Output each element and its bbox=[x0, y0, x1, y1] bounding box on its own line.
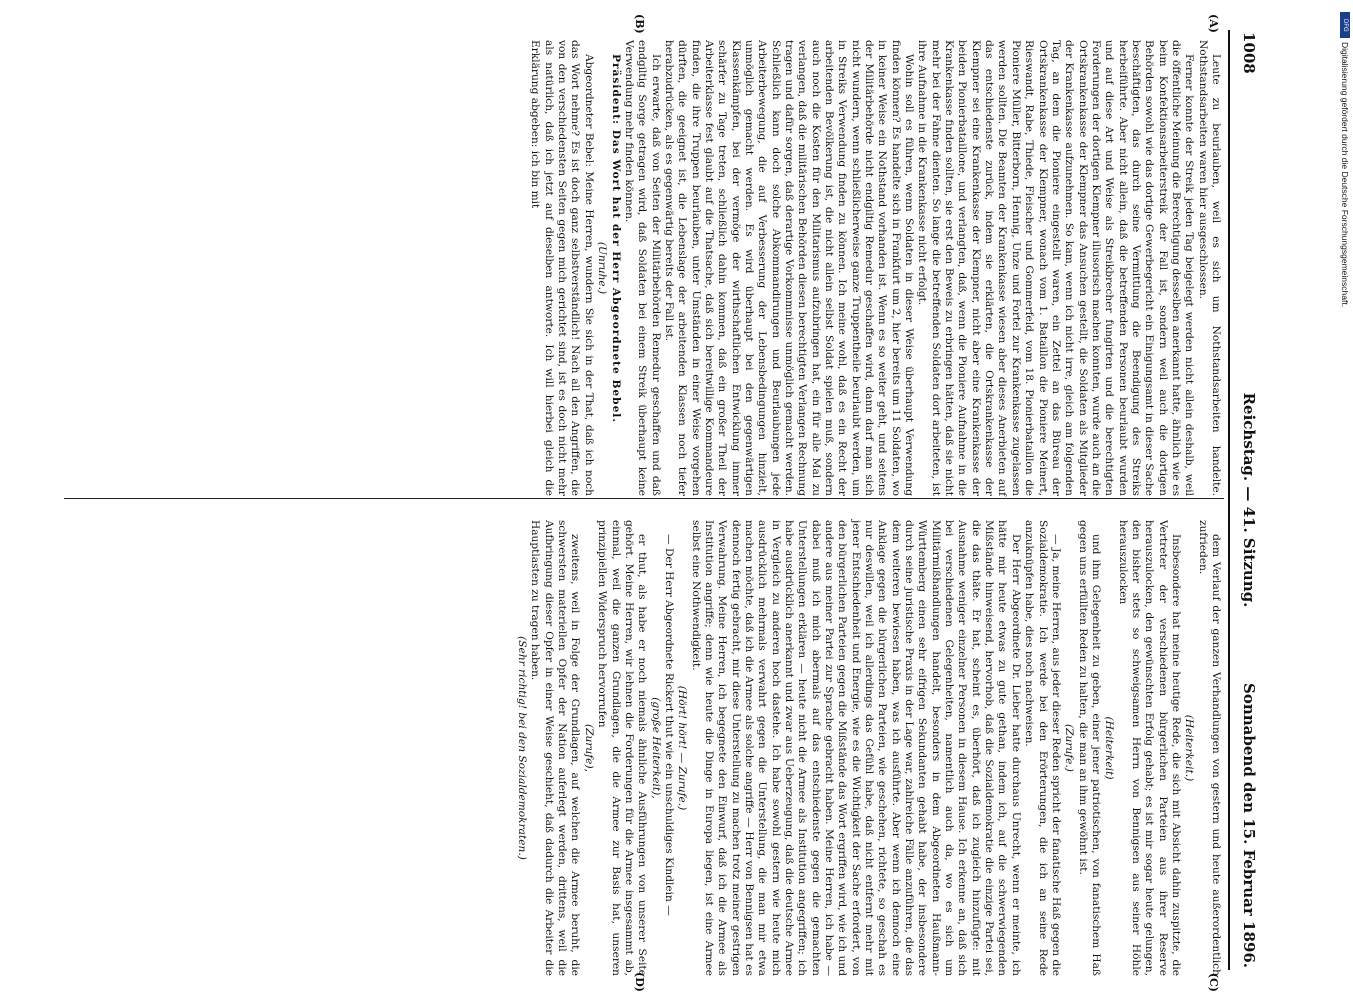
paragraph: — Ja, meine Herren, aus jeder dieser Reden spricht der fanatische Haß gegen die Sozialdemokratie. Ich werde bei den Erörterungen, die ich an seine Rede anzuknüpfen habe, dies noch nachweisen. bbox=[1023, 520, 1062, 976]
paragraph: Abgeordneter Bebel: Meine Herren, wundern Sie sich in der That, daß ich noch das Wort nehme? Es ist doch ganz selbstverständlich! Nach all den Angriffen, die von den verschiedensten Seiten gegen mich gerichtet sind, ist es doch nicht mehr als natürlich, daß ich jetzt auf dieselben antworte. Ich will hierbei gleich die Erklärung abgeben: ich bin mit bbox=[529, 40, 595, 496]
interjection: (große Heiterkeit), bbox=[649, 697, 662, 799]
page-header bbox=[1232, 32, 1258, 968]
left-column bbox=[528, 40, 1222, 496]
interjection: (Unruhe.) bbox=[596, 241, 609, 295]
digitization-note bbox=[1340, 6, 1350, 996]
paragraph: Ferner konnte der Streik jeden Tag beigelegt werden nicht allein deshalb, weil die öffentliche Meinung die Berechtigung desselben anerkannt hatte, ähnlich wie es beim Konfektionsarbeiterstreik der Fall ist, sondern weil auch die dortigen Behörden sowohl wie das dortige Gewerbegericht ein Einigungsamt in dieser Sache beschäftigten, das durch seine Vermittlung die Beendigung des Streiks herbeiführte. Aber nicht allein, daß die betreffenden Personen beurlaubt wurden und auf diese Art und Weise als Streikbrecher fungirten und die berechtigten Forderungen der dortigen Klempner illusorisch machen konnten, wurde auch an die Ortskrankenkasse der Klempner das Ansuchen gestellt, die Soldaten als Mitglieder der Krankenkasse aufzunehmen. So kam, wenn ich nicht irre, gleich am folgenden Tag, an dem die Pioniere eingestellt waren, ein Zettel an das Büreau der Ortskrankenkasse der Klempner, wonach vom 1. Bataillon die Pioniere Meinert, Rieswandt, Rabe, Thiede, Fleischer und Gommerfeld, vom 18. Pionierbataillon die Pioniere Müller, Bitterborn, Hennig, Unze und Fortel zur Krankenkasse zugelassen werden sollten. Die Beamten der Krankenkasse wiesen aber dieses Anerbieten auf das entschiedenste zurück, indem sie erklärten, die Ortskrankenkasse der Klempner sei eine Krankenkasse der Klempner, nicht aber eine Krankenkasse der beiden Pionierbataillone, und verlangten, daß, wenn die Pioniere Aufnahme in die Krankenkasse finden sollten, sie erst den Beweis zu erbringen hätten, daß sie nicht mehr bei der Fahne dienten. So lange die betreffenden Soldaten dort arbeiteten, ist ihre Aufnahme in die Krankenkasse nicht erfolgt. bbox=[916, 40, 1196, 496]
margin-marker-c: (C) bbox=[1207, 972, 1220, 992]
digitization-credit: Digitalisierung gefördert durch die Deutsche Forschungsgemeinschaft. bbox=[1340, 42, 1350, 308]
margin-marker-d: (D) bbox=[633, 972, 646, 992]
rotated-newspaper-page bbox=[46, 0, 1266, 1000]
paragraph: dem Verlauf der ganzen Verhandlungen von gestern und heute außerordentlich zufrieden. bbox=[1196, 520, 1222, 976]
session-title: Reichstag. — 41. Sitzung. bbox=[1240, 392, 1258, 608]
paragraph: — Der Herr Abgeordnete Rickert thut wie ein unschuldiges Kindlein — bbox=[662, 534, 675, 916]
right-column bbox=[515, 520, 1222, 976]
session-date: Sonnabend den 15. Februar 1896. bbox=[1240, 683, 1258, 968]
speaker-line: Präsident: Das Wort hat der Herr Abgeordnete Bebel. bbox=[609, 54, 622, 424]
interjection: (Sehr richtig! bei den Sozialdemokraten.) bbox=[516, 636, 529, 860]
margin-marker-a: (A) bbox=[1207, 14, 1220, 33]
interjection: (Zurufe.) bbox=[1063, 724, 1076, 772]
header-rule bbox=[1228, 30, 1230, 970]
interjection: (Heiterkeit) bbox=[1103, 716, 1116, 780]
paragraph: und ihm Gelegenheit zu geben, einer jener patriotischen, von fanatischem Haß gegen uns erfüllten Reden zu halten, die man an ihm gewöhnt ist. bbox=[1076, 520, 1102, 976]
interjection: (Zurufe), bbox=[582, 724, 595, 772]
paragraph: Ich erwarte, daß von Seiten der Militärbehörden Remedur geschaffen und daß endgiltig Sorge getragen wird, daß Soldaten bei einem Streik überhaupt keine Verwendung mehr finden können. bbox=[622, 40, 662, 496]
page-number: 1008 bbox=[1240, 32, 1258, 74]
dfg-logo: DFG bbox=[1340, 12, 1350, 38]
margin-marker-b: (B) bbox=[633, 14, 646, 34]
paragraph: Leute zu beurlauben, weil es sich um Nothstandsarbeiten handelte. Nothstandsarbeiten waren hier ausgeschlossen. bbox=[1196, 40, 1222, 496]
paragraph: Der Herr Abgeordnete Dr. Lieber hatte durchaus Unrecht, wenn er meinte, ich hätte mir heute etwas zu gute gethan, indem ich, auf die schwerwiegenden Mißstände hinweisend, hervorhob, daß die Sozialdemokratie die einzige Partei sei, die das thäte. Er hat, scheint es, überhört, daß ich zugleich hinzufügte: mit Ausnahme weniger einzelner Personen in diesem Hause. Ich erkenne an, daß sich bei verschiedenen Gelegenheiten, namentlich auch da, wo es sich um Militärmißhandlungen handelt, besonders in dem Abgeordneten Haußmann-Württemberg einen sehr eifrigen Sekundanten gehabt habe, der insbesondere durch seine juristische Praxis in der Lage war, zahlreiche Fälle anzuführen, die das dem weiteren bewiesen haben, was ich ausführte. Aber wenn ich dennoch eine Anklage gegen die bürgerlichen Parteien, wie geschehen, richtete, so geschah es nur deswillen, weil ich allerdings das Gefühl habe, daß nicht entfernt mehr mit jener Entschiedenheit und Energie, wie es die Wichtigkeit der Sache erfordert, von den bürgerlichen Parteien gegen die Mißstände das Wort ergriffen wird, wie ich und andere aus meiner Partei zur Sprache gebracht haben. Meine Herren, ich habe — dabei muß ich mich abermals auf das entschiedenste gegen die gemachten Unterstellungen erklären — heute nicht die Armee als Institution angegriffen; ich habe ausdrücklich anerkannt und zwar aus Ueberzeugung, daß die deutsche Armee in Vergleich zu anderen hoch dastehe. Ich habe sowohl gestern wie heute mich ausdrücklich mehrmals verwahrt gegen die Unterstellung, die man mir etwa machen möchte, daß ich die Armee als solche angriffe — Herr von Bennigsen hat es dennoch fertig gebracht, mir diese Unterstellung zu machen trotz meiner gestrigen Verwahrung. Meine Herren, ich begegnete den Einwurf, daß ich die Armee als Institution angriffe; denn wie heute die Dinge in Europa liegen, ist eine Armee selbst eine Nothwendigkeit. bbox=[689, 520, 1022, 976]
column-divider bbox=[64, 498, 1224, 499]
interjection: (Hört! hört! — Zurufe.) bbox=[676, 685, 689, 811]
paragraph: er thut, als habe er noch niemals ähnliche Ausführungen von unserer Seite gehört. Meine Herren, wir lehnen die Forderungen für die Armee insgesammt ab, einmal, weil die ganzen Grundlagen, die die Armee zur Basis hat, unseren prinzipiellen Widerspruch hervorrufen bbox=[596, 520, 649, 976]
paragraph: Wohin soll es führen, wenn Soldaten in dieser Weise überhaupt Verwendung finden können? Es handelte sich in Frankfurt um 2, hier bereits um 11 Soldaten, wo in keiner Weise ein Nothstand vorhanden ist. Wenn es so weiter geht, und seitens der Militärbehörde nicht endgiltig Remedur geschaffen wird, dann darf man sich nicht wundern, wenn schließlicherweise ganze Truppentheile beurlaubt werden, um in Streiks Verwendung finden zu können. Ich meine wohl, daß es ein Recht der arbeitenden Bevölkerung ist, die nicht allein selbst Soldat spielen muß, sondern auch noch die Kosten für den Militarismus aufzubringen hat, ein für alle Mal zu verlangen, daß die militärischen Behörden diesen berechtigten Verlangen Rechnung tragen und dafür sorgen, daß derartige Vorkommnisse unmöglich gemacht werden. Schließlich kann doch solche Abkommandirungen und Beurlaubungen jede Arbeiterbewegung, die auf Verbesserung der Lebensbedingungen hinzielt, unmöglich gemacht werden. Es wird überhaupt bei den gegenwärtigen Klassenkämpfen, bei der vermöge der wirthschaftlichen Entwicklung immer schärfer zu Tage treten, schließlich dahin kommen, daß ein großer Theil der Arbeiterklasse fest glaubt auf die Thatsache, daß sich bereitwillige Kommandeure finden, die ihre Truppen beurlauben, unter Umständen in einer Weise vorgehen dürften, die geeignet ist, die Lebenslage der arbeitenden Klassen noch tiefer herabzudrücken, als es gegenwärtig bereits der Fall ist. bbox=[662, 40, 916, 496]
interjection: (Heiterkeit.) bbox=[1183, 714, 1196, 782]
paragraph: Insbesondere hat meine heutige Rede, die sich mit Absicht dahin zuspitzte, die Vertreter der verschiedenen bürgerlichen Parteien aus ihrer Reserve herauszulocken, den gewünschten Erfolg gehabt; es ist mir sogar heute gelungen, den bisher stets so schweigsamen Herrn von Bennigsen aus seiner Höhle herauszulocken bbox=[1116, 520, 1182, 976]
paragraph: zweitens, weil in Folge der Grundlagen, auf welchen die Armee beruht, die schwersten materiellen Opfer der Nation auferlegt werden, drittens, weil die Aufbringung dieser Opfer in einer Weise geschieht, daß dadurch die Arbeiter die Hauptlasten zu tragen haben. bbox=[529, 520, 582, 976]
